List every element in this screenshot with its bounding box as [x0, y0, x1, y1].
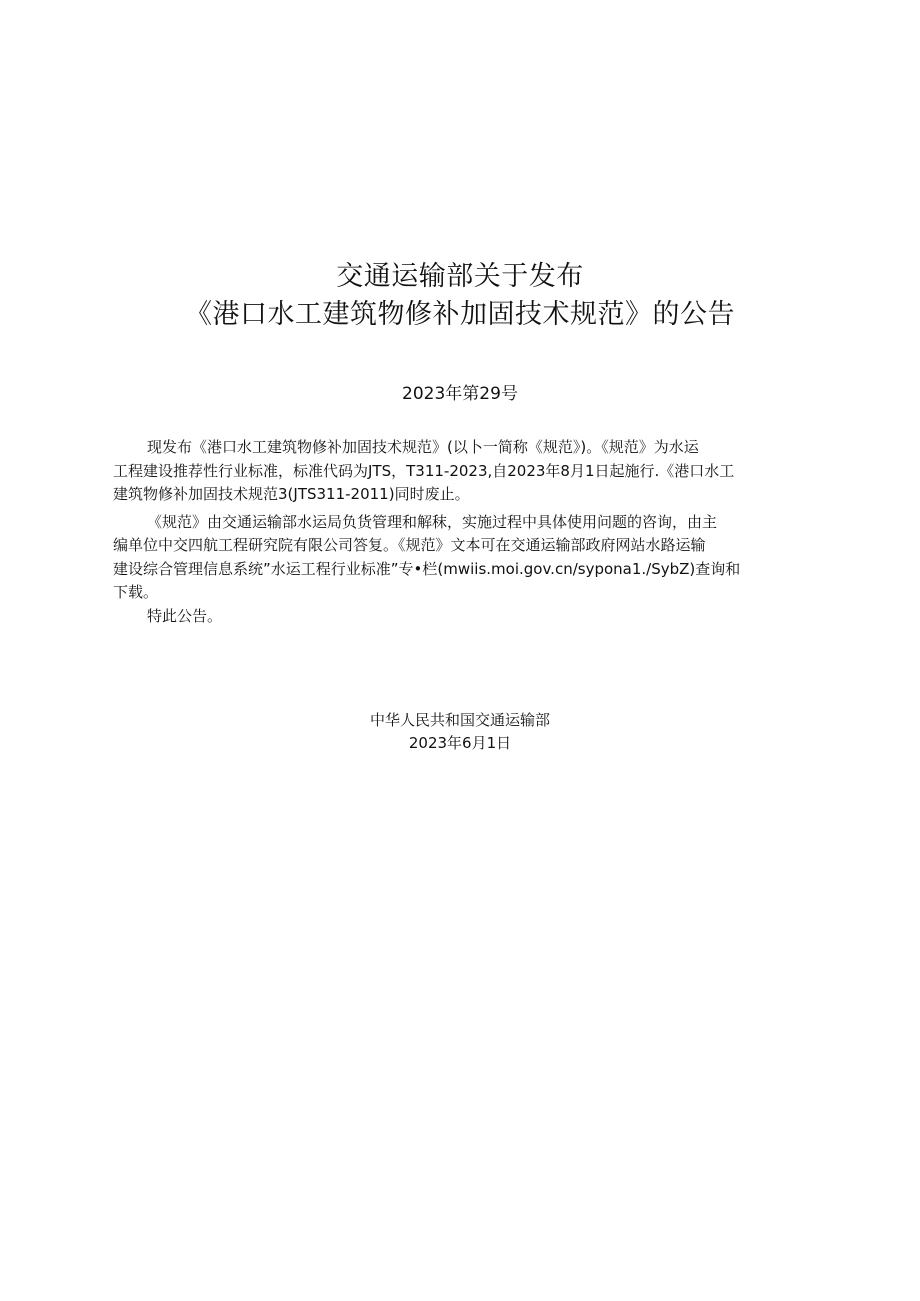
paragraph-1-line-3: 建筑物修补加固技术规范3(JTS311-2011)同时废止。 — [113, 485, 470, 503]
paragraph-1-line-1: 现发布《港口水工建筑物修补加固技术规范》(以卜一简称《规范》)。《规范》为水运 — [147, 438, 699, 456]
paragraph-1-line-2: 工程建设推荐性行业标准，标准代码为JTS，T311-2023,自2023年8月1日起施行.《港口水工 — [113, 461, 735, 480]
announcement-title — [0, 258, 920, 334]
document-number: 2023年第29号 — [402, 384, 518, 404]
paragraph-2-line-3: 建设综合管理信息系统”水运工程行业标准”专•栏(mwiis.moi.gov.cn/sypona1./SybZ)查询和 — [113, 559, 741, 578]
closing-statement: 特此公告。 — [147, 606, 223, 625]
paragraph-2-line-4: 下载。 — [113, 583, 159, 601]
title-line-2: 《港口水工建筑物修补加固技术规范》的公告 — [185, 299, 735, 330]
paragraph-2-line-1: 《规范》由交通运输部水运局负货管理和解秣，实施过程中具体使用问题的咨询，由主 — [147, 512, 718, 531]
issue-date: 2023年6月1日 — [408, 734, 512, 752]
paragraph-1 — [113, 436, 803, 507]
announcement-body — [113, 436, 803, 628]
issuer-name: 中华人民共和国交通运输部 — [369, 711, 550, 729]
paragraph-2 — [113, 511, 803, 605]
paragraph-2-line-2: 编单位中交四航工程研究院有限公司答复。《规范》文本可在交通运输部政府网站水路运输 — [113, 536, 706, 554]
signature-block — [0, 709, 920, 755]
paragraph-3 — [113, 605, 803, 629]
title-line-1: 交通运输部关于发布 — [336, 261, 584, 292]
